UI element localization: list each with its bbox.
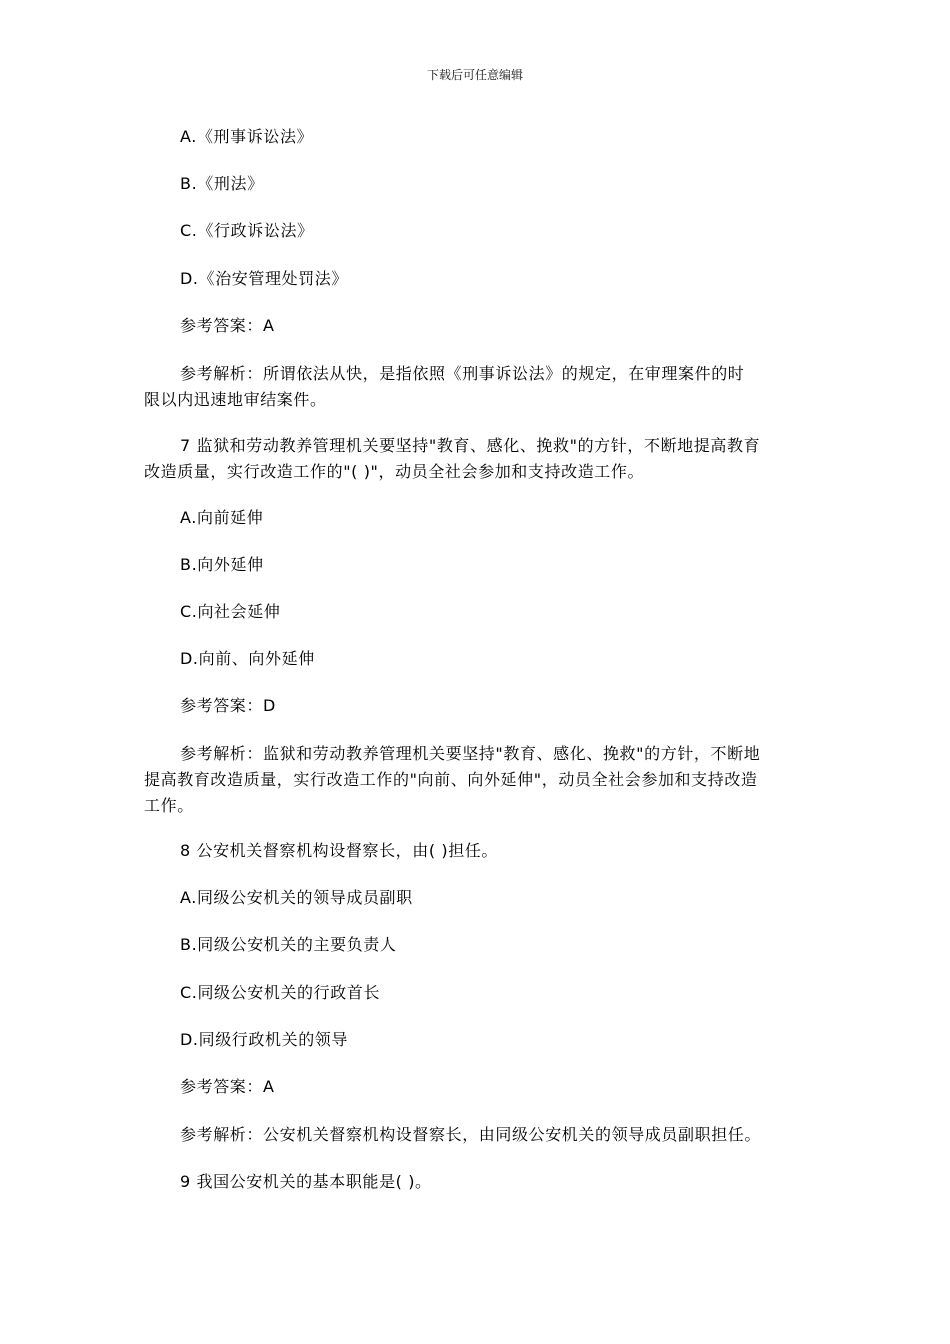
option-a [144,505,816,531]
text-line: 参考答案：A [180,316,275,335]
option-a [144,885,816,911]
question-8 [144,838,816,864]
text-line: B.《刑法》 [180,174,264,193]
text-line: D.《治安管理处罚法》 [180,269,349,288]
text-line: A.《刑事诉讼法》 [180,127,314,146]
answer [144,313,816,339]
text-line: 限以内迅速地审结案件。 [144,390,327,409]
text-line: 9 我国公安机关的基本职能是( )。 [180,1172,432,1191]
text-line: 参考解析：监狱和劳动教养管理机关要坚持"教育、感化、挽救"的方针，不断地 [180,744,761,763]
answer [144,1074,816,1100]
option-c [144,980,816,1006]
explanation [144,741,816,819]
text-line: B.同级公安机关的主要负责人 [180,935,397,954]
text-line: 提高教育改造质量，实行改造工作的"向前、向外延伸"，动员全社会参加和支持改造 [144,770,758,789]
explanation [144,361,816,413]
text-line: 7 监狱和劳动教养管理机关要坚持"教育、感化、挽救"的方针，不断地提高教育 [180,436,761,455]
question-9 [144,1169,816,1195]
text-line: A.向前延伸 [180,508,264,527]
text-line: B.向外延伸 [180,555,264,574]
option-d [144,646,816,672]
option-c [144,218,816,244]
option-d [144,266,816,292]
text-line: D.向前、向外延伸 [180,649,315,668]
option-c [144,599,816,625]
option-b [144,552,816,578]
answer [144,693,816,719]
text-line: 8 公安机关督察机构设督察长，由( )担任。 [180,841,499,860]
text-line: C.同级公安机关的行政首长 [180,983,381,1002]
explanation [144,1122,816,1148]
text-line: A.同级公安机关的领导成员副职 [180,888,413,907]
text-line: 工作。 [144,796,194,815]
text-line: C.向社会延伸 [180,602,281,621]
page-header-note: 下载后可任意编辑 [426,68,523,82]
text-line: 改造质量，实行改造工作的"( )"，动员全社会参加和支持改造工作。 [144,462,645,481]
text-line: C.《行政诉讼法》 [180,221,314,240]
text-line: 参考答案：A [180,1077,275,1096]
option-b [144,171,816,197]
text-line: D.同级行政机关的领导 [180,1030,349,1049]
option-d [144,1027,816,1053]
text-line: 参考解析：公安机关督察机构设督察长，由同级公安机关的领导成员副职担任。 [180,1125,762,1144]
text-line: 参考解析：所谓依法从快，是指依照《刑事诉讼法》的规定，在审理案件的时 [180,364,745,383]
option-a [144,124,816,150]
text-line: 参考答案：D [180,696,276,715]
option-b [144,932,816,958]
question-7 [144,433,816,485]
